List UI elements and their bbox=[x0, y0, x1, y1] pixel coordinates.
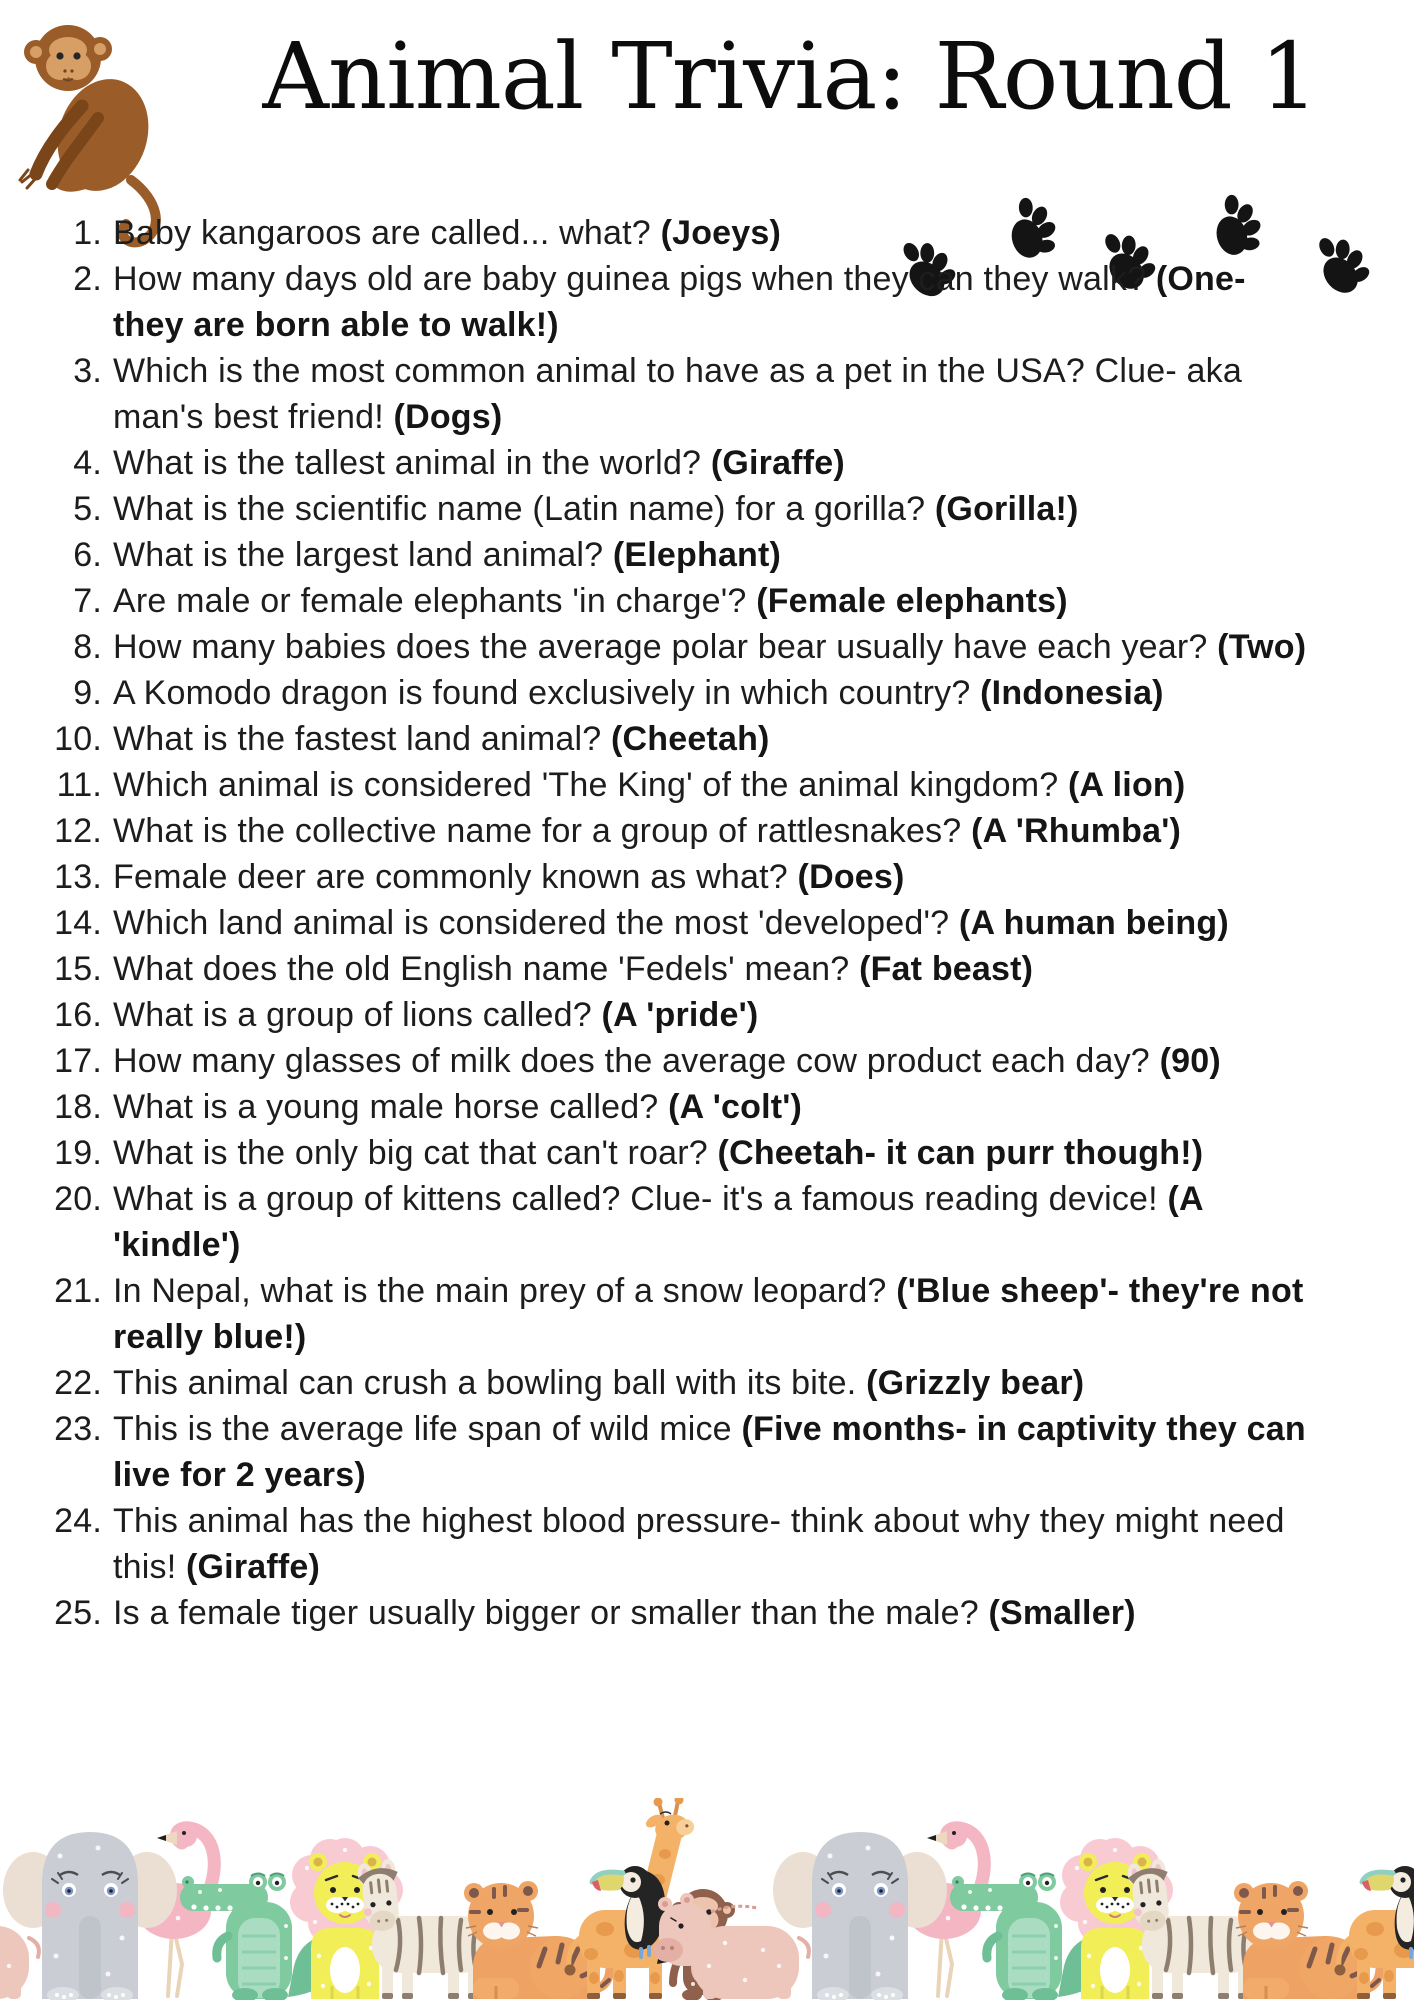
answer-text: (Cheetah- it can purr though!) bbox=[717, 1134, 1204, 1172]
question-text: What is a group of lions called? bbox=[113, 996, 592, 1034]
question-text: What is a young male horse called? bbox=[113, 1088, 659, 1126]
trivia-question bbox=[28, 1130, 1340, 1176]
answer-text: (Indonesia) bbox=[980, 674, 1164, 712]
answer-text: (90) bbox=[1159, 1042, 1221, 1080]
answer-text: (Gorilla!) bbox=[934, 490, 1079, 528]
trivia-question bbox=[28, 854, 1340, 900]
question-text: This is the average life span of wild mice bbox=[113, 1410, 732, 1448]
question-text: What is a group of kittens called? Clue- it's a famous reading device! bbox=[113, 1180, 1158, 1218]
answer-text: (Giraffe) bbox=[186, 1548, 321, 1586]
trivia-question bbox=[28, 1498, 1340, 1590]
trivia-question bbox=[28, 1084, 1340, 1130]
question-number: 7. bbox=[73, 582, 102, 620]
answer-text: (Female elephants) bbox=[756, 582, 1068, 620]
question-text: Which animal is considered 'The King' of the animal kingdom? bbox=[113, 766, 1059, 804]
question-text: What is the fastest land animal? bbox=[113, 720, 602, 758]
question-text: What is the collective name for a group of rattlesnakes? bbox=[113, 812, 962, 850]
page-title: Animal Trivia: Round 1 bbox=[262, 23, 1318, 130]
question-number: 3. bbox=[73, 352, 102, 390]
question-text: A Komodo dragon is found exclusively in which country? bbox=[113, 674, 971, 712]
question-number: 5. bbox=[73, 490, 102, 528]
answer-text: ('Blue sheep'- they're not really blue!) bbox=[113, 1272, 1304, 1356]
question-text: How many glasses of milk does the average cow product each day? bbox=[113, 1042, 1150, 1080]
question-text: This animal can crush a bowling ball with its bite. bbox=[113, 1364, 857, 1402]
question-number: 23. bbox=[54, 1410, 102, 1448]
trivia-question bbox=[28, 900, 1340, 946]
question-number: 6. bbox=[73, 536, 102, 574]
question-number: 21. bbox=[54, 1272, 102, 1310]
question-number: 12. bbox=[54, 812, 102, 850]
trivia-question bbox=[28, 1038, 1340, 1084]
trivia-question bbox=[28, 1590, 1340, 1636]
question-number: 13. bbox=[54, 858, 102, 896]
trivia-question bbox=[28, 578, 1340, 624]
answer-text: (One- they are born able to walk!) bbox=[113, 260, 1246, 344]
question-text: Which land animal is considered the most 'developed'? bbox=[113, 904, 950, 942]
question-text: What is the scientific name (Latin name) for a gorilla? bbox=[113, 490, 926, 528]
answer-text: (Smaller) bbox=[988, 1594, 1136, 1632]
trivia-question bbox=[28, 1406, 1340, 1498]
trivia-question bbox=[28, 348, 1340, 440]
question-number: 24. bbox=[54, 1502, 102, 1540]
answer-text: (A human being) bbox=[958, 904, 1229, 942]
answer-text: (Dogs) bbox=[393, 398, 503, 436]
question-text: What is the tallest animal in the world? bbox=[113, 444, 702, 482]
question-text: How many babies does the average polar bear usually have each year? bbox=[113, 628, 1208, 666]
trivia-question bbox=[28, 808, 1340, 854]
question-number: 2. bbox=[73, 260, 102, 298]
trivia-question bbox=[28, 762, 1340, 808]
question-number: 14. bbox=[54, 904, 102, 942]
question-number: 17. bbox=[54, 1042, 102, 1080]
question-number: 1. bbox=[73, 214, 102, 252]
question-text: How many days old are baby guinea pigs when they can they walk? bbox=[113, 260, 1147, 298]
answer-text: (Cheetah) bbox=[610, 720, 770, 758]
answer-text: (A 'colt') bbox=[668, 1088, 803, 1126]
answer-text: (Five months- in captivity they can live for 2 years) bbox=[113, 1410, 1306, 1494]
question-number: 16. bbox=[54, 996, 102, 1034]
trivia-question bbox=[28, 210, 1340, 256]
answer-text: (Grizzly bear) bbox=[866, 1364, 1085, 1402]
animal-border bbox=[0, 1798, 1414, 2000]
trivia-question bbox=[28, 1176, 1340, 1268]
answer-text: (Joeys) bbox=[660, 214, 782, 252]
question-number: 20. bbox=[54, 1180, 102, 1218]
answer-text: (Elephant) bbox=[612, 536, 782, 574]
question-number: 11. bbox=[56, 766, 102, 804]
answer-text: (A lion) bbox=[1068, 766, 1186, 804]
question-text: What is the largest land animal? bbox=[113, 536, 604, 574]
trivia-question-list bbox=[28, 210, 1340, 1636]
monkey-eye bbox=[56, 52, 63, 59]
trivia-question bbox=[28, 992, 1340, 1038]
trivia-question bbox=[28, 256, 1340, 348]
trivia-question bbox=[28, 440, 1340, 486]
answer-text: (A 'Rhumba') bbox=[971, 812, 1182, 850]
trivia-question bbox=[28, 716, 1340, 762]
trivia-question bbox=[28, 946, 1340, 992]
question-text: Female deer are commonly known as what? bbox=[113, 858, 788, 896]
question-number: 10. bbox=[54, 720, 102, 758]
trivia-question bbox=[28, 532, 1340, 578]
animal-border-set-1 bbox=[0, 1798, 742, 2000]
question-number: 25. bbox=[54, 1594, 102, 1632]
question-number: 4. bbox=[73, 444, 102, 482]
trivia-question bbox=[28, 1268, 1340, 1360]
question-number: 15. bbox=[54, 950, 102, 988]
question-text: In Nepal, what is the main prey of a snow leopard? bbox=[113, 1272, 887, 1310]
question-text: Are male or female elephants 'in charge'? bbox=[113, 582, 747, 620]
answer-text: (Does) bbox=[797, 858, 905, 896]
trivia-question bbox=[28, 670, 1340, 716]
answer-text: (Fat beast) bbox=[859, 950, 1034, 988]
monkey-eye bbox=[73, 52, 80, 59]
answer-text: (A 'pride') bbox=[601, 996, 759, 1034]
question-text: Baby kangaroos are called... what? bbox=[113, 214, 651, 252]
trivia-question bbox=[28, 486, 1340, 532]
question-text: What does the old English name 'Fedels' mean? bbox=[113, 950, 850, 988]
question-text: This animal has the highest blood pressure- think about why they might need this! bbox=[113, 1502, 1285, 1586]
trivia-question bbox=[28, 1360, 1340, 1406]
trivia-question bbox=[28, 624, 1340, 670]
answer-text: (Two) bbox=[1217, 628, 1307, 666]
question-text: Is a female tiger usually bigger or smaller than the male? bbox=[113, 1594, 979, 1632]
answer-text: (Giraffe) bbox=[710, 444, 845, 482]
question-number: 19. bbox=[54, 1134, 102, 1172]
question-number: 18. bbox=[54, 1088, 102, 1126]
question-number: 8. bbox=[73, 628, 102, 666]
question-number: 22. bbox=[54, 1364, 102, 1402]
question-text: Which is the most common animal to have as a pet in the USA? Clue- aka man's best friend! bbox=[113, 352, 1242, 436]
animal-border-set-2 bbox=[653, 1798, 1414, 2000]
answer-text: (A 'kindle') bbox=[113, 1180, 1203, 1264]
question-number: 9. bbox=[73, 674, 102, 712]
question-text: What is the only big cat that can't roar? bbox=[113, 1134, 708, 1172]
